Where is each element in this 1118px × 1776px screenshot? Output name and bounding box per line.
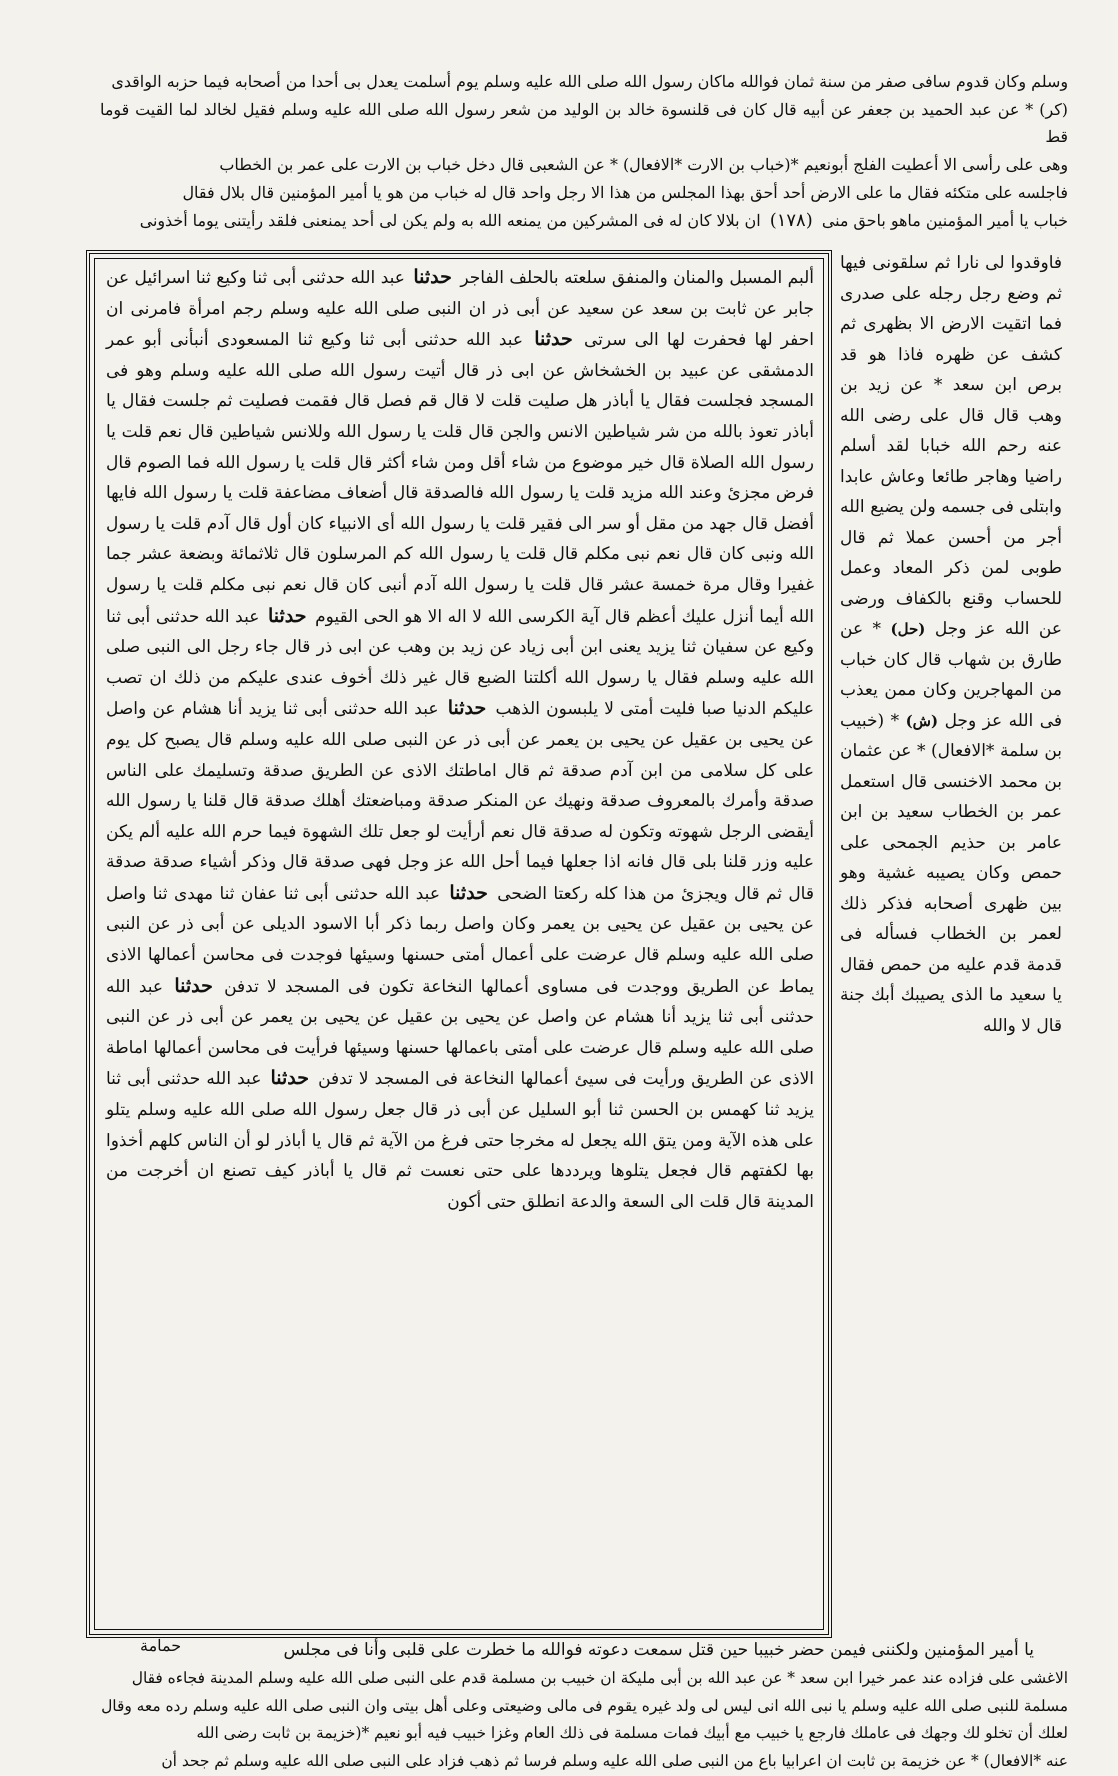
bottom-line-1 [210, 1636, 1034, 1664]
hadith-part-3: عبد الله حدثنى أبى ثنا وكيع عن سفيان ثنا يزيد يعنى ابن أبى زياد عن زيد بن وهب عن ابى ذر قال جاء رجل الى النبى صلى الله عليه وسلم فقال يا رسول الله أكلتنا الضبع قال غير ذلك أخوف عندى عليكم من ذلك ان تصب عليكم الدنيا صبا فليت أمتى لا يلبسون الذهب [106, 606, 814, 720]
hadith-part-7: عبد الله حدثنى أبى ثنا يزيد ثنا كهمس بن الحسن ثنا أبو السليل عن أبى ذر قال جعل رسول الله صلى الله عليه وسلم يتلو على هذه الآية ومن يتق الله يجعل له مخرجا حتى فرغ من الآية ثم قال يا أباذر لو أن الناس كلهم أخذوا بها لكفتهم قال فجعل يتلوها ويرددها على حتى نعست ثم قال يا أباذر كيف تصنع ان أخرجت من المدينة قال قلت الى السعة والدعة انطلق حتى أكون [106, 1069, 814, 1212]
bottom-line-5: عنه *الافعال) * عن خزيمة بن ثابت ان اعرابيا باع من النبى صلى الله عليه وسلم فرسا ثم ذهب فزاد على النبى صلى الله عليه وسلم ثم جحد أن [161, 1752, 1068, 1771]
margin-note: حمامة [140, 1636, 182, 1655]
top-line-2: (كر) * عن عبد الحميد بن جعفر عن أبيه قال كان فى قلنسوة خالد بن الوليد من شعر رسول الله صلى الله عليه وسلم فقيل لخالد لما القيت قوما قط [100, 99, 1068, 147]
top-line-5-rest: ان بلالا كان له فى المشركين من يمنعه الله به ولم يكن لى أحد يمنعنى فلقد رأيتنى يوما أخذونى [139, 210, 761, 230]
haddathana-label: حدثنا [413, 266, 452, 288]
hadith-part-4: عبد الله حدثنى أبى ثنا يزيد أنا هشام عن واصل عن يحيى بن عقيل عن يحيى بن يعمر عن أبى ذر عن النبى صلى الله عليه وسلم قال يصبح كل يوم على كل سلامى من ابن آدم صدقة ثم قال اماطتك الاذى عن الطريق صدقة وتسليمك على الناس صدقة وأمرك بالمعروف صدقة ونهيك عن المنكر صدقة ومباضعتك أهلك صدقة قال قلنا يا رسول الله أيقضى الرجل شهوته وتكون له صدقة قال نعم أرأيت لو جعل تلك الشهوة فيما حرم الله عليه ألم يكن عليه وزر قلنا بلى قال فانه اذا جعلها فيما أحل الله عز وجل فهى صدقة قال وذكر أشياء صدقة صدقة قال ثم قال ويجزئ من هذا كله ركعتا الضحى [106, 699, 814, 904]
haddathana-label: حدثنا [447, 697, 487, 720]
hadith-part-1: ألبم المسبل والمنان والمنفق سلعته بالحلف الفاجر [460, 268, 815, 288]
bottom-line-4: لعلك أن تخلو لك وجهك فى عاملك فارجع يا خبيب مع أبيك فمات مسلمة فى ذلك العام وغزا خبيب فيه أبو نعيم *(خزيمة بن ثابت رضى الله [196, 1724, 1068, 1743]
hadith-part-2: عبد الله حدثنى أبى ثنا وكيع ثنا المسعودى أنبأنى أبو عمر الدمشقى عن عبيد بن الخشخاش عن ابى ذر قال أتيت رسول الله صلى الله عليه وسلم وهو فى المسجد فجلست فقال يا أباذر هل صليت قلت لا قال قم فصل قال فقمت فصليت ثم جلست فقال يا أباذر تعوذ بالله من شر شياطين الانس والجن قال قلت يا رسول الله وللانس شياطين قال نعم قلت يا رسول الله الصلاة قال خير موضوع من شاء أقل ومن شاء أكثر قال قلت يا رسول الله فما الصوم قال فرض مجزئ وعند الله مزيد قلت يا رسول الله فالصدقة قال أضعاف مضاعفة قلت يا رسول الله فايها أفضل قال جهد من مقل أو سر الى فقير قلت يا رسول الله أى الانبياء كان أول قال آدم قلت يا رسول الله ونبى كان قال نعم نبى مكلم قال قلت يا رسول الله كم المرسلون قال ثلاثمائة وبضعة عشر جما غفيرا وقال مرة خمسة عشر قال قلت يا رسول الله آدم أنبى كان قال نعم نبى مكلم قلت يا رسول الله أيما أنزل عليك أعظم قال آية الكرسى الله لا اله الا هو الحى القيوم [106, 330, 815, 627]
side-text-a: فاوقدوا لى نارا ثم سلقونى فيها ثم وضع رجل رجله على صدرى فما اتقيت الارض الا بظهرى ثم كشف عن ظهره فاذا هو قد برص ابن سعد * عن زيد بن وهب قال قال على رضى الله عنه رحم الله خبابا لقد أسلم راضيا وهاجر طائعا وعاش عابدا وابتلى فى جسمه ولن يضيع الله أجر من أحسن عملا ثم قال طوبى لمن ذكر المعاد وعمل للحساب وقنع بالكفاف ورضى عن الله عز وجل [840, 253, 1063, 639]
hadith-part-6: عبد الله حدثنى أبى ثنا يزيد أنا هشام عن واصل عن يحيى بن عقيل عن يحيى بن يعمر عن أبى ذر عن النبى صلى الله عليه وسلم قال عرضت على أمتى باعمالها حسنها وسيئها فرأيت فى محاسن أعمالها اماطة الاذى عن الطريق ورأيت فى سيئ أعمالها النخاعة فى المسجد لا تدفن [106, 976, 814, 1090]
haddathana-label: حدثنا [267, 604, 307, 627]
hadith-part-1b: عبد الله حدثنى أبى ثنا وكيع ثنا اسرائيل عن جابر عن ثابت بن سعد عن سعيد عن أبى ذر ان النبى صلى الله عليه وسلم رجم امرأة فامرنى ان احفر لها فحفرت لها الى سرتى [106, 268, 815, 351]
bottom-text-block [100, 1665, 1068, 1776]
top-line-5 [100, 207, 1068, 235]
hadith-part-5: عبد الله حدثنى أبى ثنا عفان ثنا مهدى ثنا واصل عن يحيى بن عقيل عن يحيى بن يعمر وكان واصل ربما ذكر أبا الاسود الديلى عن أبى ذر عن النبى صلى الله عليه وسلم قال عرضت على أعمال أمتى حسنها وسيئها فوجدت فى محاسن أعمالها الاذى يماط عن الطريق ووجدت فى مساوى أعمالها النخاعة تكون فى المسجد لا تدفن [106, 883, 815, 997]
top-line-3: وهى على رأسى الا أعطيت الفلج أبونعيم *(خباب بن الارت *الافعال) * عن الشعبى قال دخل خباب بن الارت على عمر بن الخطاب [219, 155, 1068, 175]
bottom-line-1-text: يا أمير المؤمنين ولكننى فيمن حضر خبيبا حين قتل سمعت دعوته فوالله ما خطرت على قلبى وأنا فى مجلس [283, 1640, 1034, 1660]
haddathana-label: حدثنا [534, 328, 573, 351]
side-column-text [840, 248, 1062, 1041]
bottom-line-3: مسلمة للنبى صلى الله عليه وسلم يا نبى الله انى ليس لى ولد غيره يقوم فى مالى وضيعتى وعلى أهل بيتى وان النبى صلى الله عليه وسلم رده معه وقال [101, 1696, 1068, 1715]
top-line-5-start: خباب يا أمير المؤمنين ماهو باحق منى [821, 210, 1068, 230]
top-line-1: وسلم وكان قدوم سافى صفر من سنة ثمان فوالله ماكان رسول الله صلى الله عليه وسلم يوم أسلمت يعدل بى أحدا من أصحابه فيما حزبه الواقدى [111, 72, 1068, 91]
source-marker-sh: (ش) [905, 711, 939, 730]
haddathana-label: حدثنا [449, 881, 488, 904]
page-number: (١٧٨) [769, 209, 813, 231]
hadith-paragraph [106, 262, 814, 1217]
side-text-c: * (خبيب بن سلمة *الافعال) * عن عثمان بن محمد الاخنسى قال استعمل عمر بن الخطاب سعيد بن ابن عامر بن حذيم الجمحى على حمص وكان يصيبه غشية وهو بين ظهرى أصحابه فذكر ذلك لعمر بن الخطاب فسأله فى قدمة قدم عليه من حمص فقال يا سعيد ما الذى يصيبك أبك جنة قال لا والله [840, 710, 1062, 1036]
top-text-block [100, 68, 1068, 234]
haddathana-label: حدثنا [174, 974, 213, 997]
haddathana-label: حدثنا [270, 1067, 309, 1090]
side-text-b: * عن طارق بن شهاب قال كان خباب من المهاجرين وكان ممن يعذب فى الله عز وجل [840, 619, 1063, 731]
top-line-4: فاجلسه على متكئه فقال ما على الارض أحد أحق بهذا المجلس من هذا الا رجل واحد قال له خباب من هو يا أمير المؤمنين قال بلال فقال [182, 182, 1068, 202]
bottom-line-2: الاغشى على فزاده عند عمر خيرا ابن سعد * عن عبد الله بن أبى مليكة ان خبيب بن مسلمة قدم على النبى صلى الله عليه وسلم المدينة فجاءه فقال [131, 1669, 1068, 1687]
side-column [840, 248, 1062, 1041]
hadith-text [106, 262, 814, 1217]
source-marker-hal: (حل) [890, 620, 926, 638]
